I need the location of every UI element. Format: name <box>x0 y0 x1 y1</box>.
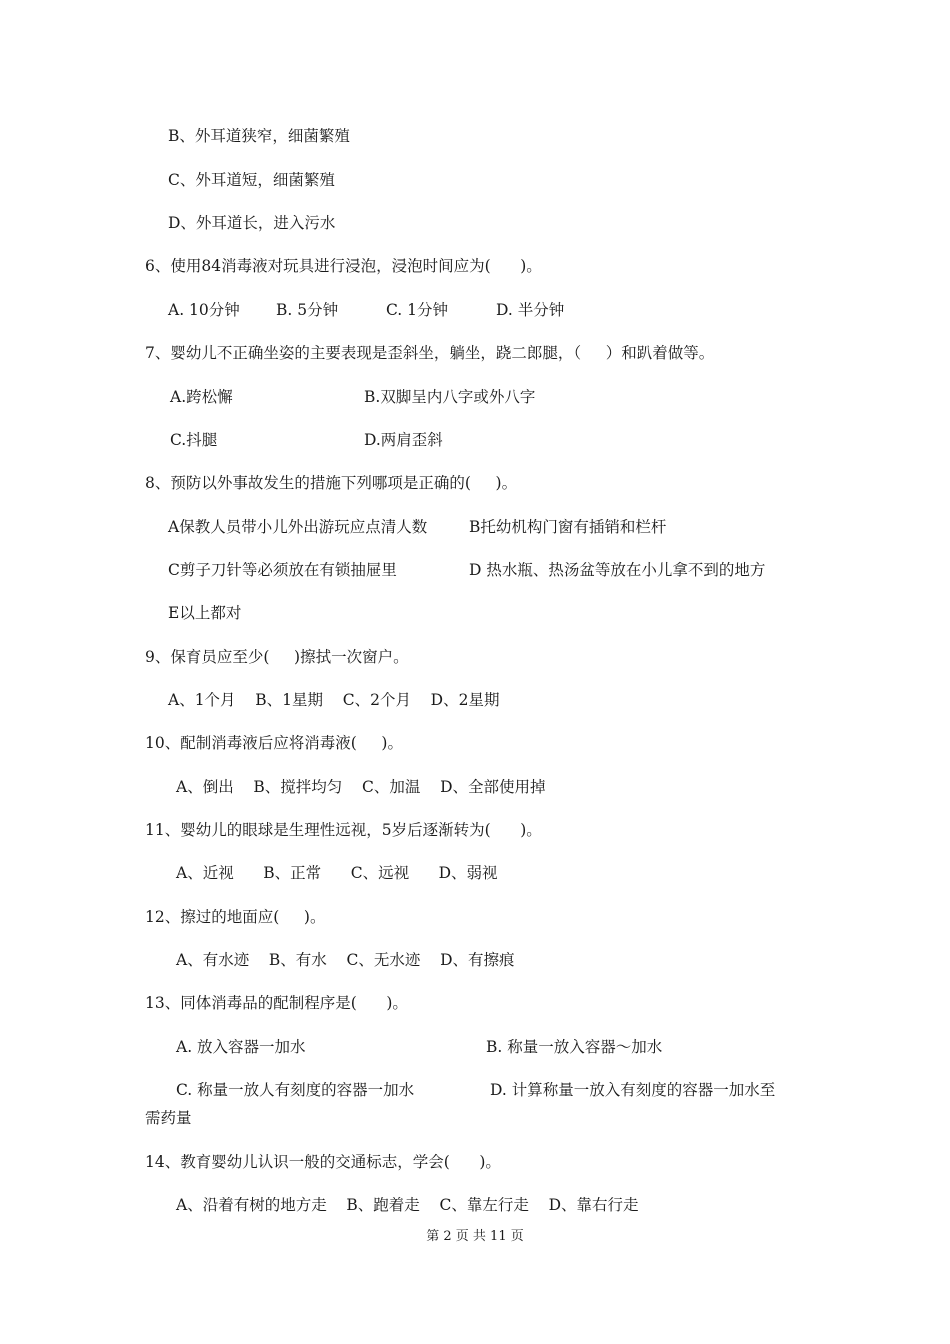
q12-stem: 12、擦过的地面应( )。 <box>145 908 326 926</box>
q8-option-d: D 热水瓶、热汤盆等放在小儿拿不到的地方 <box>469 561 766 579</box>
q12-options: A、有水迹 B、有水 C、无水迹 D、有擦痕 <box>176 951 515 969</box>
q7-option-b: B.双脚呈内八字或外八字 <box>364 388 536 406</box>
q7-stem: 7、婴幼儿不正确坐姿的主要表现是歪斜坐，躺坐，跷二郎腿，（ ）和趴着做等。 <box>145 344 715 362</box>
q13-option-a: A. 放入容器一加水 <box>176 1038 306 1056</box>
q8-option-e: E以上都对 <box>168 604 242 622</box>
q6-option-b: B. 5分钟 <box>276 301 339 319</box>
q13-stem: 13、同体消毒品的配制程序是( )。 <box>145 994 408 1012</box>
q8-option-c: C剪子刀针等必须放在有锁抽屉里 <box>168 561 397 579</box>
q14-options: A、沿着有树的地方走 B、跑着走 C、靠左行走 D、靠右行走 <box>176 1196 639 1214</box>
q6-option-c: C. 1分钟 <box>386 301 449 319</box>
q11-stem: 11、婴幼儿的眼球是生理性远视，5岁后逐渐转为( )。 <box>145 821 542 839</box>
q5-option-b: B、外耳道狭窄，细菌繁殖 <box>168 127 350 145</box>
q8-option-b: B托幼机构门窗有插销和栏杆 <box>469 518 667 536</box>
q11-options: A、近视 B、正常 C、远视 D、弱视 <box>176 864 498 882</box>
q13-option-c: C. 称量一放人有刻度的容器一加水 <box>176 1081 415 1099</box>
q14-stem: 14、教育婴幼儿认识一般的交通标志，学会( )。 <box>145 1153 501 1171</box>
q6-option-a: A. 10分钟 <box>168 301 240 319</box>
q7-option-d: D.两肩歪斜 <box>364 431 443 449</box>
q7-option-a: A.跨松懈 <box>170 388 233 406</box>
q8-stem: 8、预防以外事故发生的措施下列哪项是正确的( )。 <box>145 474 518 492</box>
q7-option-c: C.抖腿 <box>170 431 218 449</box>
page-footer: 第 2 页 共 11 页 <box>426 1229 524 1244</box>
q9-stem: 9、保育员应至少( )擦拭一次窗户。 <box>145 648 409 666</box>
q5-option-c: C、外耳道短，细菌繁殖 <box>168 171 335 189</box>
q8-option-a: A保教人员带小儿外出游玩应点清人数 <box>168 518 428 536</box>
q13-option-b: B. 称量一放入容器～加水 <box>486 1038 663 1056</box>
q13-option-d: D. 计算称量一放入有刻度的容器一加水至 <box>490 1081 776 1099</box>
q10-options: A、倒出 B、搅拌均匀 C、加温 D、全部使用掉 <box>176 778 546 796</box>
q9-options: A、1个月 B、1星期 C、2个月 D、2星期 <box>168 691 500 709</box>
q5-option-d: D、外耳道长，进入污水 <box>168 214 336 232</box>
q13-option-d-continuation: 需药量 <box>145 1109 192 1127</box>
q10-stem: 10、配制消毒液后应将消毒液( )。 <box>145 734 403 752</box>
q6-stem: 6、使用84消毒液对玩具进行浸泡，浸泡时间应为( )。 <box>145 257 542 275</box>
q6-option-d: D. 半分钟 <box>496 301 565 319</box>
